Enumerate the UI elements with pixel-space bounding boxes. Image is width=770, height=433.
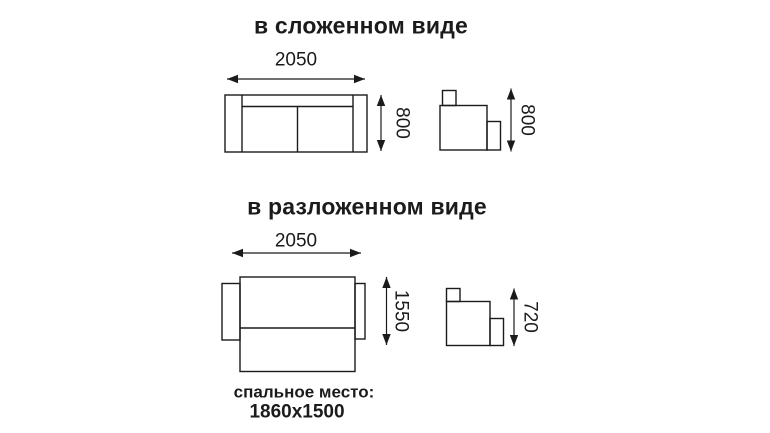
section-title-unfolded: в разложенном виде bbox=[247, 193, 487, 220]
arrowhead-down-icon bbox=[382, 334, 390, 345]
left-armrest-outline bbox=[222, 284, 240, 341]
sofa-outline bbox=[225, 95, 367, 152]
arrowhead-up-icon bbox=[510, 289, 518, 300]
unfolded-side-view-drawing bbox=[447, 289, 504, 346]
arrowhead-down-icon bbox=[510, 335, 518, 346]
dimension-arrow-folded-side-height bbox=[507, 89, 515, 152]
arrowhead-right-icon bbox=[354, 75, 365, 83]
arrowhead-left-icon bbox=[232, 249, 243, 257]
unfolded-top-view-drawing bbox=[222, 277, 365, 372]
backrest-top-outline bbox=[443, 91, 457, 106]
section-title-folded: в сложенном виде bbox=[254, 12, 468, 39]
arrowhead-down-icon bbox=[507, 141, 515, 152]
dimension-label-unfolded-depth: 1550 bbox=[390, 289, 412, 333]
dimension-arrow-folded-width bbox=[227, 75, 365, 83]
sleeping-area-label: спальное место: bbox=[233, 382, 375, 402]
dimension-label-unfolded-width: 2050 bbox=[274, 230, 318, 252]
arrowhead-up-icon bbox=[382, 277, 390, 288]
arrowhead-down-icon bbox=[377, 140, 385, 151]
arrowhead-left-icon bbox=[227, 75, 238, 83]
dimension-arrow-unfolded-depth bbox=[382, 277, 390, 345]
seat-front-outline bbox=[487, 122, 501, 151]
sleeping-area-size: 1860х1500 bbox=[249, 401, 345, 423]
dimension-label-unfolded-side-height: 720 bbox=[519, 301, 541, 333]
body-outline bbox=[440, 106, 487, 151]
backrest-top-outline bbox=[447, 289, 461, 302]
dimension-label-folded-front-height: 800 bbox=[391, 107, 413, 139]
dimension-arrow-folded-front-height bbox=[377, 95, 385, 151]
body-outline bbox=[447, 302, 491, 346]
folded-side-view-drawing bbox=[440, 91, 501, 151]
dimension-arrow-unfolded-side-height bbox=[510, 289, 518, 347]
bed-outline bbox=[240, 277, 355, 372]
dimension-label-folded-side-height: 800 bbox=[516, 104, 538, 136]
arrowhead-right-icon bbox=[350, 249, 361, 257]
arrowhead-up-icon bbox=[507, 89, 515, 100]
bed-front-outline bbox=[490, 319, 504, 346]
arrowhead-up-icon bbox=[377, 95, 385, 106]
folded-front-view-drawing bbox=[225, 95, 367, 152]
right-armrest-outline bbox=[355, 284, 365, 340]
dimension-label-folded-width: 2050 bbox=[274, 49, 318, 71]
